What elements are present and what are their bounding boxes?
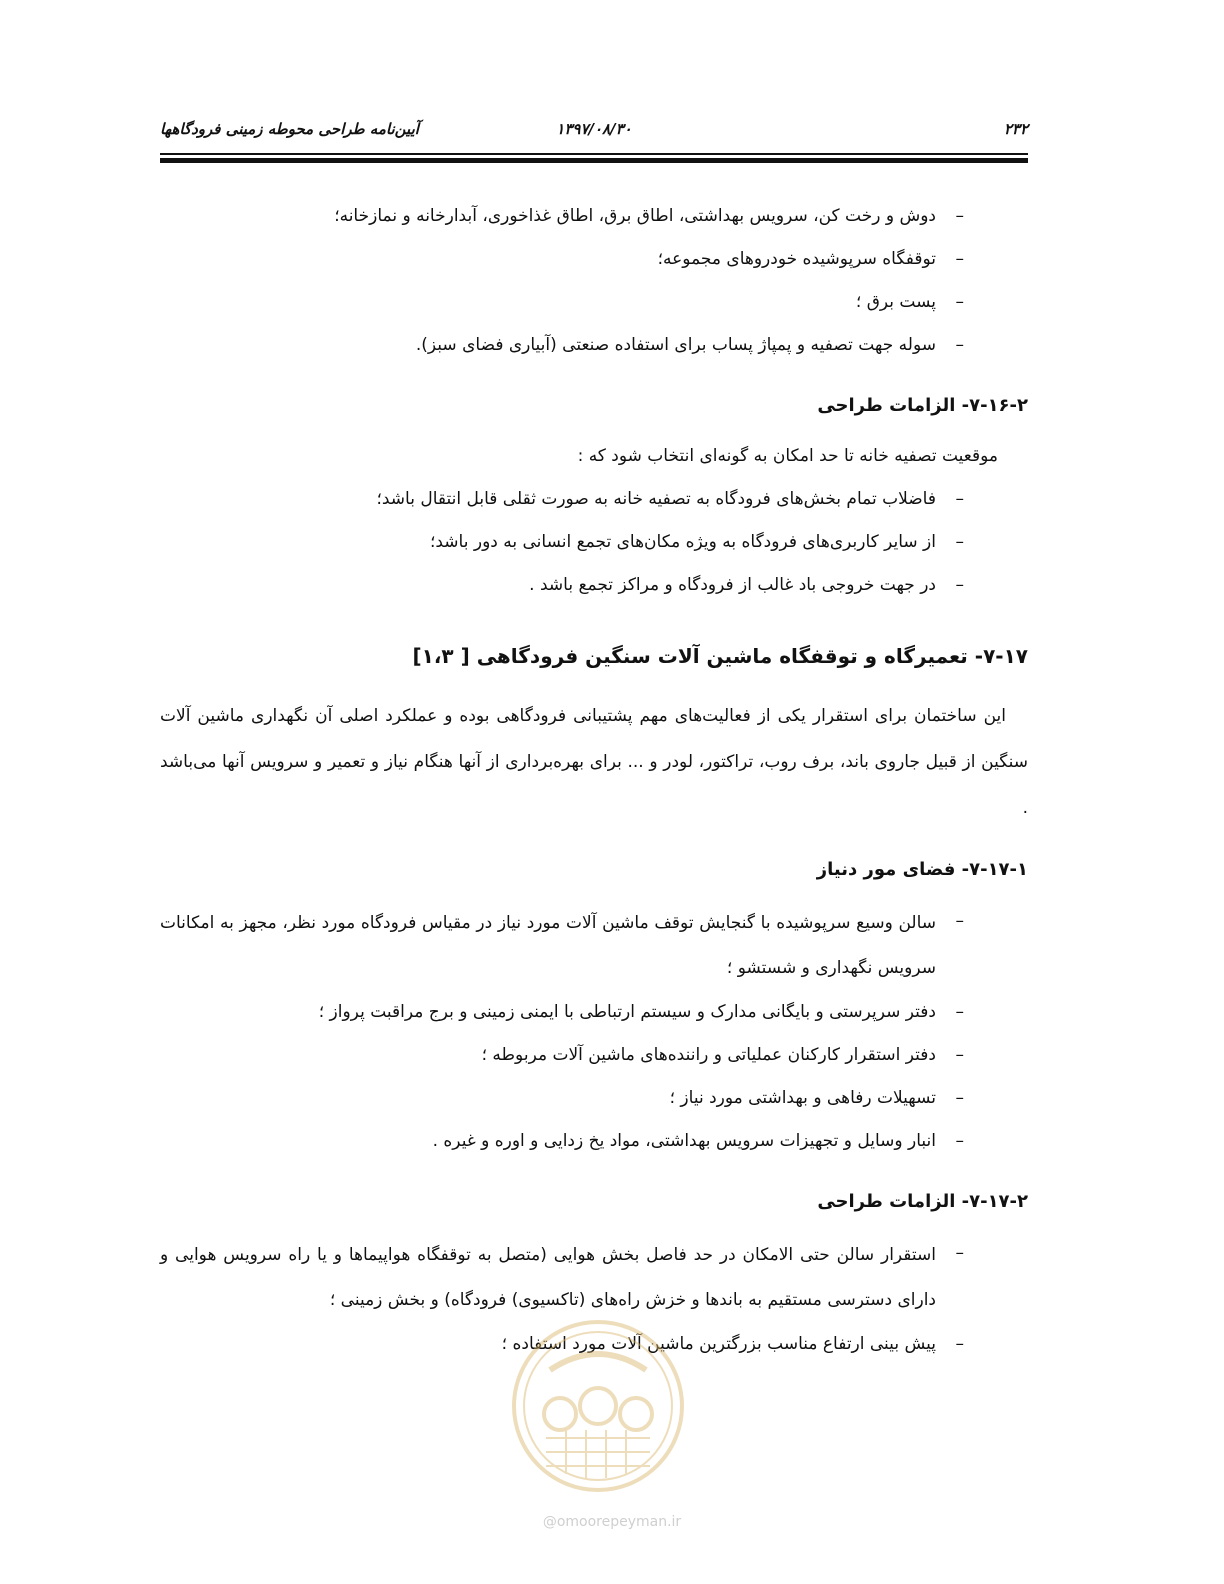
section-heading-7-17-1: ۷-۱۷-۱- فضای مور دنیاز	[816, 859, 1028, 880]
bullet-dash: –	[955, 1088, 964, 1108]
list-item	[160, 1077, 1028, 1120]
bullet-dash: –	[955, 532, 964, 552]
header-page-number: ۲۳۲	[1003, 120, 1028, 138]
list-item	[160, 324, 1028, 367]
section-heading-7-16-2: ۷-۱۶-۲- الزامات طراحی	[817, 395, 1028, 416]
list-item	[160, 521, 1028, 564]
list-item	[160, 238, 1028, 281]
list-item-text: تسهیلات رفاهی و بهداشتی مورد نیاز ؛	[669, 1088, 936, 1108]
facility-list	[160, 195, 1028, 367]
list-item	[160, 1120, 1028, 1163]
running-header	[160, 120, 1028, 146]
list-item-text: استقرار سالن حتی الامکان در حد فاصل بخش هوایی (متصل به توقفگاه هواپیماها و یا راه سرویس هوایی و دارای دسترسی مستقیم به باندها و خزش راه‌های (تاکسیوی) فرودگاه) و بخش زمینی ؛	[160, 1245, 936, 1310]
list-item	[160, 195, 1028, 238]
section-intro: موقعیت تصفیه خانه تا حد امکان به گونه‌ای انتخاب شود که :	[577, 446, 998, 466]
bullet-dash: –	[955, 206, 964, 226]
list-item-text: سوله جهت تصفیه و پمپاژ پساب برای استفاده صنعتی (آبیاری فضای سبز).	[415, 335, 936, 355]
list-item	[160, 991, 1028, 1034]
bullet-dash: –	[955, 335, 964, 355]
list-item-text: توقفگاه سرپوشیده خودروهای مجموعه؛	[657, 249, 936, 269]
bullet-dash: –	[955, 911, 964, 931]
list-item-text: در جهت خروجی باد غالب از فرودگاه و مراکز تجمع باشد .	[529, 575, 936, 595]
bullet-dash: –	[955, 575, 964, 595]
bullet-dash: –	[955, 1131, 964, 1151]
bullet-dash: –	[955, 1334, 964, 1354]
space-requirements-list	[160, 899, 1028, 1163]
list-item	[160, 478, 1028, 521]
list-item-text: انبار وسایل و تجهیزات سرویس بهداشتی، مواد یخ زدایی و اوره و غیره .	[432, 1131, 936, 1151]
list-item	[160, 899, 1028, 991]
list-item-text: دوش و رخت کن، سرویس بهداشتی، اطاق برق، اطاق غذاخوری، آبدارخانه و نمازخانه؛	[334, 206, 936, 226]
watermark-text: @omoorepeyman.ir	[542, 1514, 682, 1530]
section-paragraph: این ساختمان برای استقرار یکی از فعالیت‌های مهم پشتیبانی فرودگاهی بوده و عملکرد اصلی آن نگهداری ماشین آلات سنگین از قبیل جاروی باند، برف روب، تراکتور، لودر و ... برای بهره‌برداری از آنها هنگام نیاز و تعمیر و سرویس آنها می‌باشد .	[160, 706, 1028, 818]
bullet-dash: –	[955, 1243, 964, 1263]
section-heading-7-17: ۷-۱۷- تعمیرگاه و توقفگاه ماشین آلات سنگین فرودگاهی [ ۱،۳]	[412, 644, 1028, 668]
list-item	[160, 564, 1028, 607]
watermark-seal	[510, 1318, 686, 1494]
header-rule-thin	[160, 153, 1028, 155]
requirements-list	[160, 478, 1028, 607]
header-rule-thick	[160, 158, 1028, 163]
header-doc-title: آیین‌نامه طراحی محوطه زمینی فرودگاهها	[160, 120, 419, 138]
list-item	[160, 1231, 1028, 1323]
list-item-text: سالن وسیع سرپوشیده با گنجایش توقف ماشین آلات مورد نیاز در مقیاس فرودگاه مورد نظر، مجهز به امکانات سرویس نگهداری و شستشو ؛	[160, 913, 936, 978]
list-item	[160, 1034, 1028, 1077]
list-item-text: فاضلاب تمام بخش‌های فرودگاه به تصفیه خانه به صورت ثقلی قابل انتقال باشد؛	[376, 489, 936, 509]
list-item-text: از سایر کاربری‌های فرودگاه به ویژه مکان‌های تجمع انسانی به دور باشد؛	[429, 532, 936, 552]
bullet-dash: –	[955, 1002, 964, 1022]
section-heading-7-17-2: ۷-۱۷-۲- الزامات طراحی	[817, 1191, 1028, 1212]
bullet-dash: –	[955, 249, 964, 269]
bullet-dash: –	[955, 489, 964, 509]
list-item-text: پست برق ؛	[855, 292, 936, 312]
bullet-dash: –	[955, 292, 964, 312]
list-item-text: دفتر استقرار کارکنان عملیاتی و راننده‌های ماشین آلات مربوطه ؛	[481, 1045, 936, 1065]
bullet-dash: –	[955, 1045, 964, 1065]
list-item-text: دفتر سرپرستی و بایگانی مدارک و سیستم ارتباطی با ایمنی زمینی و برج مراقبت پرواز ؛	[318, 1002, 936, 1022]
main-content	[160, 195, 1028, 1366]
header-date: ۱۳۹۷/۰۸/۳۰	[556, 120, 632, 138]
list-item	[160, 281, 1028, 324]
list-item-text: پیش بینی ارتفاع مناسب بزرگترین ماشین آلات مورد استفاده ؛	[501, 1334, 936, 1354]
